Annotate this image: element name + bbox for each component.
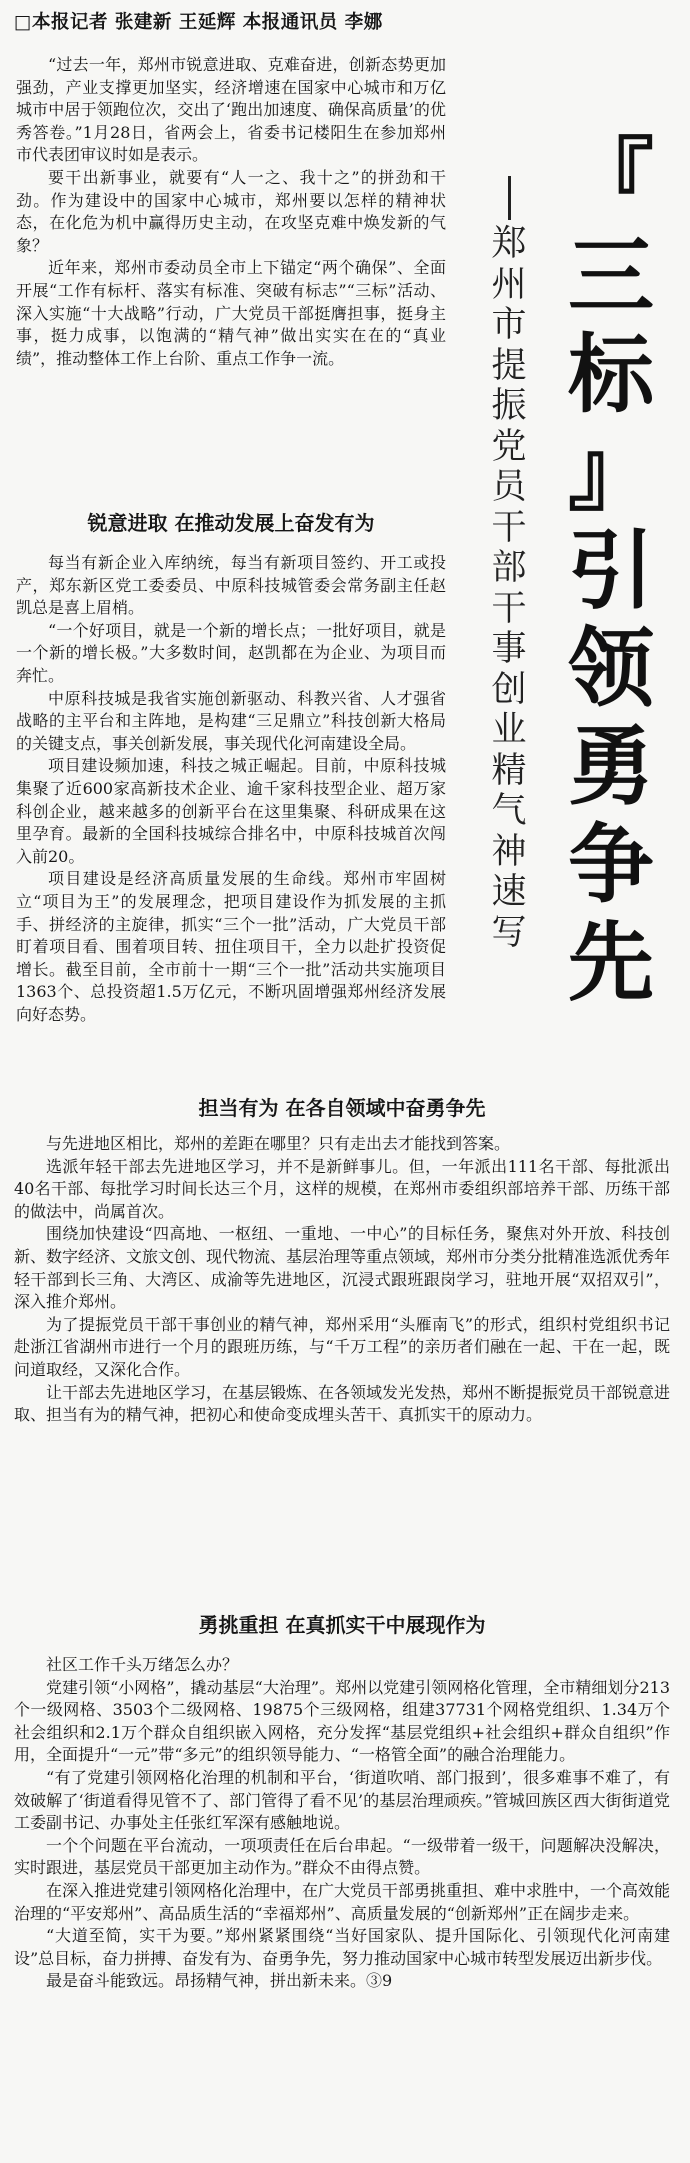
intro-paragraph: 近年来，郑州市委动员全市上下锚定“两个确保”、全面开展“工作有标杆、落实有标准、突破有标志”“三标”活动、深入实施“十大战略”行动，广大党员干部挺膺担事，挺身主事，挺力成事，以饱满的“精气神”做出实实在在的“真业绩”，推动整体工作上台阶、重点工作争一流。 [16, 258, 446, 368]
intro-paragraph: 要干出新事业，就要有“人一之、我十之”的拼劲和干劲。作为建设中的国家中心城市，郑州要以怎样的精神状态，在化危为机中赢得历史主动，在攻坚克难中焕发新的气象？ [16, 167, 446, 255]
byline: □本报记者 张建新 王延辉 本报通讯员 李娜 [14, 12, 383, 33]
subtitle-char: 干 [491, 588, 527, 629]
section-2-paragraph: 选派年轻干部去先进地区学习，并不是新鲜事儿。但，一年派出111名干部、每批派出40名干部、每批学习时间长达三个月，这样的规模，在郑州市委组织部培养干部、历练干部的做法中，尚属首次。 [14, 1156, 670, 1221]
headline-char: 』 [568, 423, 654, 523]
headline-char: 勇 [568, 717, 654, 817]
section-3-paragraph: “有了党建引领网格化治理的机制和平台，‘街道吹哨、部门报到’，很多难事不难了，有效破解了‘街道看得见管不了、部门管得了看不见’的基层治理顽疾。”管城回族区西大街街道党工委副书记、办事处主任张红军深有感触地说。 [14, 1767, 670, 1833]
subtitle-char: 干 [491, 507, 527, 548]
section-1-paragraph: 项目建设频加速，科技之城正崛起。目前，中原科技城集聚了近600家高新技术企业、逾千家科技型企业、超万家科创企业，越来越多的创新平台在这里集聚、科研成果在这里孕育。最新的全国科技城综合排名中，中原科技城首次闯入前20。 [16, 756, 446, 866]
section-2 [14, 1093, 670, 1427]
section-1-paragraph: 每当有新企业入库纳统，每当有新项目签约、开工或投产，郑东新区党工委委员、中原科技城管委会常务副主任赵凯总是喜上眉梢。 [16, 553, 446, 618]
subtitle-char: 精 [491, 750, 527, 791]
headline-char: 争 [568, 815, 654, 915]
subtitle-char: 业 [491, 710, 527, 750]
subtitle-char: 提 [491, 345, 527, 386]
section-1-paragraph: 项目建设是经济高质量发展的生命线。郑州市牢固树立“项目为王”的发展理念，把项目建设作为抓发展的主抓手、拼经济的主旋律，抓实“三个一批”活动，广大党员干部盯着项目看、围着项目转、扭住项目干，全力以赴扩投资促增长。截至目前，全市前十一期“三个一批”活动共实施项目1363个、总投资超1.5万亿元，不断巩固增强郑州经济发展向好态势。 [16, 869, 446, 1024]
section-3-heading: 勇挑重担 在真抓实干中展现作为 [198, 1613, 486, 1637]
intro-paragraph: “过去一年，郑州市锐意进取、克难奋进，创新态势更加强劲，产业支撑更加坚实，经济增速在国家中心城市和万亿城市中居于领跑位次，交出了‘跑出加速度、确保高质量’的优秀答卷。”1月28日，省两会上，省委书记楼阳生在参加郑州市代表团审议时如是表示。 [16, 55, 446, 165]
section-1-paragraph: 中原科技城是我省实施创新驱动、科教兴省、人才强省战略的主平台和主阵地，是构建“三足鼎立”科技创新大格局的关键支点，事关创新发展，事关现代化河南建设全局。 [16, 688, 446, 753]
section-2-heading: 担当有为 在各自领域中奋勇争先 [198, 1096, 486, 1120]
section-2-paragraph: 为了提振党员干部干事创业的精气神，郑州采用“头雁南飞”的形式，组织村党组织书记赴浙江省湖州市进行一个月的跟班历练，与“千万工程”的亲历者们融在一起、干在一起，既问道取经，又深化合作。 [14, 1314, 670, 1379]
section-1-heading: 锐意进取 在推动发展上奋发有为 [87, 511, 375, 535]
subtitle-char: 写 [491, 912, 527, 953]
subtitle-char: 市 [491, 305, 527, 345]
headline-char: 『 [568, 129, 654, 229]
subtitle-char: 神 [491, 831, 527, 872]
subtitle-char: 事 [491, 629, 527, 669]
subtitle-char: 振 [491, 386, 527, 426]
section-2-paragraph: 与先进地区相比，郑州的差距在哪里？只有走出去才能找到答案。 [46, 1134, 511, 1153]
headline-vertical [548, 130, 674, 1012]
subtitle-char: 创 [491, 669, 527, 710]
subtitle-char: 气 [491, 791, 527, 831]
section-1-paragraph: “一个好项目，就是一个新的增长点；一批好项目，就是一个新的增长极。”大多数时间，赵凯都在为企业、为项目而奔忙。 [16, 620, 446, 685]
subtitle-char: 党 [491, 426, 527, 467]
section-3 [14, 1610, 670, 1993]
section-3-paragraph: 社区工作千头万绪怎么办？ [46, 1655, 239, 1674]
section-2-paragraph: 围绕加快建设“四高地、一枢纽、一重地、一中心”的目标任务，聚焦对外开放、科技创新、数字经济、文旅文创、现代物流、基层治理等重点领域，郑州市分类分批精准选派优秀年轻干部到长三角、大湾区、成渝等先进地区，沉浸式跟班跟岗学习，驻地开展“双招双引”，深入推介郑州。 [14, 1224, 671, 1312]
section-3-paragraph: 在深入推进党建引领网格化治理中，在广大党员干部勇挑重担、难中求胜中，一个高效能治理的“平安郑州”、高品质生活的“幸福郑州”、高质量发展的“创新郑州”正在阔步走来。 [14, 1880, 671, 1923]
headline-char: 领 [568, 619, 654, 719]
section-1 [16, 508, 446, 1024]
subtitle-char: 州 [491, 264, 527, 305]
subtitle-vertical [486, 176, 532, 953]
section-3-paragraph: “大道至简，实干为要。”郑州紧紧围绕“当好国家队、提升国际化、引领现代化河南建设”总目标，奋力拼搏、奋发有为、奋勇争先，努力推动国家中心城市转型发展迈出新步伐。 [14, 1926, 670, 1968]
headline-char: 三 [568, 227, 654, 327]
subtitle-char: 部 [491, 548, 527, 588]
intro-section [16, 54, 446, 370]
subtitle-char: 速 [491, 872, 527, 912]
section-3-paragraph: 党建引领“小网格”，撬动基层“大治理”。郑州以党建引领网格化管理，全市精细划分213个一级网格、3503个二级网格、19875个三级网格，组建37731个网格党组织、1.34万个社会组织和2.1万个群众自组织嵌入网格，充分发挥“基层党组织+社会组织+群众自组织”作用，全面提升“一元”带“多元”的组织领导能力、“一格管全面”的融合治理能力。 [14, 1677, 670, 1765]
subtitle-char: 郑 [491, 224, 527, 264]
section-2-paragraph: 让干部去先进地区学习，在基层锻炼、在各领域发光发热，郑州不断提振党员干部锐意进取、担当有为的精气神，把初心和使命变成埋头苦干、真抓实干的原动力。 [14, 1382, 671, 1425]
subtitle-char: 员 [491, 467, 527, 507]
headline-char: 标 [568, 325, 654, 425]
subtitle-dash [508, 176, 511, 220]
section-3-paragraph: 一个个问题在平台流动，一项项责任在后台串起。“一级带着一级干，问题解决没解决，实时跟进，基层党员干部更加主动作为。”群众不由得点赞。 [14, 1835, 670, 1878]
headline-char: 引 [568, 521, 654, 621]
headline-char: 先 [568, 913, 654, 1013]
section-3-paragraph: 最是奋斗能致远。昂扬精气神，拼出新未来。③9 [46, 1971, 393, 1991]
